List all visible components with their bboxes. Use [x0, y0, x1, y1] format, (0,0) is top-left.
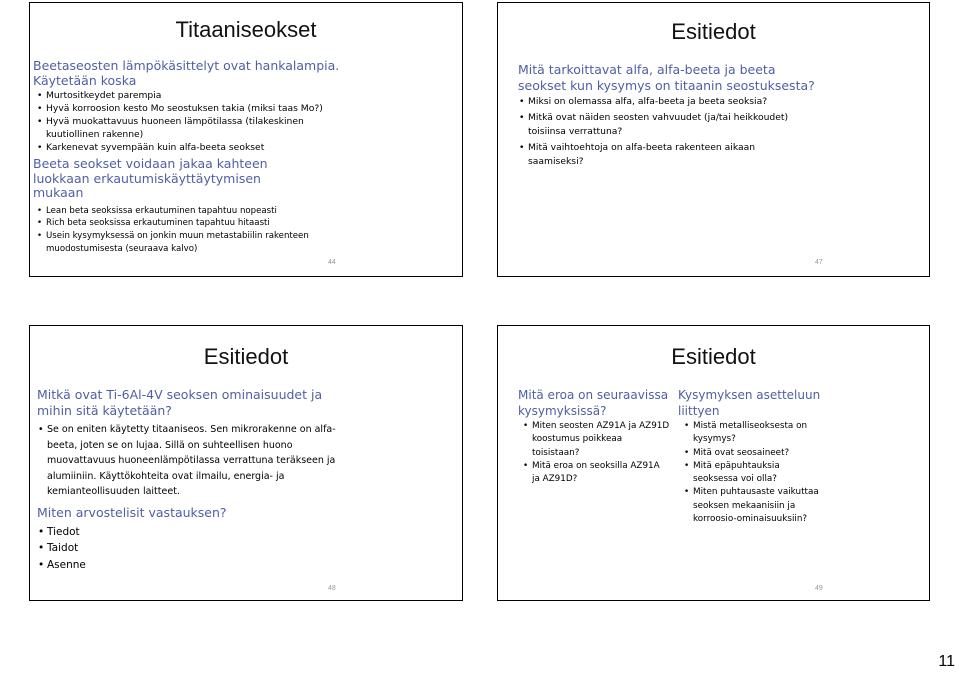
- slide-title: Titaaniseokset: [175, 17, 317, 42]
- slide-body: [33, 59, 458, 258]
- page-number: 49: [815, 585, 823, 592]
- list-item: • Mistä metalliseoksesta on kysymys?: [693, 420, 826, 447]
- heading: Beeta seokset voidaan jakaa kahteen luokkaan erkautumiskäyttäytymisen mukaan: [33, 156, 268, 200]
- bullet-list: [518, 95, 923, 170]
- left-column: [518, 387, 670, 486]
- list-item: • Hyvä korroosion kesto Mo seostuksen takia (miksi taas Mo?): [46, 102, 458, 115]
- heading: Beetaseosten lämpökäsittelyt ovat hankalampia.: [33, 58, 340, 73]
- heading: Mitä tarkoittavat alfa, alfa-beeta ja beeta seokset kun kysymys on titaanin seostuksesta?: [518, 62, 815, 93]
- bullet-list: [37, 524, 452, 574]
- right-column: [678, 387, 826, 526]
- list-item: • Miksi on olemassa alfa, alfa-beeta ja beeta seoksia?: [528, 95, 923, 110]
- list-item: • Murtositkeydet parempia: [46, 89, 458, 102]
- heading: Mitkä ovat Ti-6Al-4V seoksen ominaisuudet ja mihin sitä käytetään?: [37, 387, 323, 418]
- slide-esitiedot-48: [29, 325, 463, 601]
- document-page-number: 11: [938, 653, 955, 670]
- list-item: • Mitkä ovat näiden seosten vahvuudet (ja/tai heikkoudet) toisiinsa verrattuna?: [528, 111, 823, 140]
- slide-title: Esitiedot: [203, 344, 289, 369]
- heading: Miten arvostelisit vastauksen?: [37, 504, 227, 520]
- list-item: • Taidot: [47, 540, 452, 557]
- bullet-list: [37, 422, 452, 500]
- column-heading: Mitä eroa on seuraavissa kysymyksissä?: [518, 388, 669, 418]
- slide-esitiedot-49: [497, 325, 930, 601]
- list-item: • Rich beta seoksissa erkautuminen tapahtuu hitaasti: [46, 217, 458, 230]
- list-item: • Se on eniten käytetty titaaniseos. Sen mikrorakenne on alfa-beeta, joten se on lujaa. Sillä on suhteellisen huono muovattavuus huoneenlämpötilassa verrattuna teräkseen ja alumiiniin. Käyttökohteita ovat ilmailu, energia- ja kemianteollisuuden laitteet.: [47, 422, 347, 500]
- list-item: • Mitä ovat seosaineet?: [693, 447, 826, 460]
- bullet-list: [33, 89, 458, 154]
- heading: Käytetään koska: [33, 72, 137, 88]
- page-number: 48: [328, 585, 336, 592]
- list-item: • Tiedot: [47, 524, 452, 541]
- list-item: • Usein kysymyksessä on jonkin muun metastabiilin rakenteen muodostumisesta (seuraava kalvo): [46, 230, 336, 256]
- list-item: • Lean beta seoksissa erkautuminen tapahtuu nopeasti: [46, 205, 458, 218]
- list-item: • Mitä eroa on seoksilla AZ91A ja AZ91D?: [532, 460, 670, 487]
- list-item: • Mitä epäpuhtauksia seoksessa voi olla?: [693, 460, 826, 487]
- slide-body: [37, 387, 452, 578]
- page-number: 47: [815, 259, 823, 266]
- slide-esitiedot-47: [497, 2, 930, 277]
- list-item: • Karkenevat syvempään kuin alfa-beeta seokset: [46, 141, 458, 154]
- list-item: • Miten seosten AZ91A ja AZ91D koostumus poikkeaa toisistaan?: [532, 420, 670, 460]
- list-item: • Asenne: [47, 557, 452, 574]
- slide-body: [518, 62, 923, 171]
- page-number: 44: [328, 259, 336, 266]
- slide-title: Esitiedot: [671, 19, 756, 44]
- list-item: • Mitä vaihtoehtoja on alfa-beeta rakenteen aikaan saamiseksi?: [528, 141, 808, 170]
- column-heading: Kysymyksen asetteluun liittyen: [678, 388, 821, 418]
- bullet-list: [678, 420, 826, 526]
- bullet-list: [518, 420, 670, 486]
- list-item: • Hyvä muokattavuus huoneen lämpötilassa (tilakeskinen kuutiollinen rakenne): [46, 115, 311, 141]
- slide-titaaniseokset: [29, 2, 463, 277]
- list-item: • Miten puhtausaste vaikuttaa seoksen mekaanisiin ja korroosio-ominaisuuksiin?: [693, 486, 826, 526]
- bullet-list: [33, 205, 458, 256]
- slide-title: Esitiedot: [671, 344, 756, 369]
